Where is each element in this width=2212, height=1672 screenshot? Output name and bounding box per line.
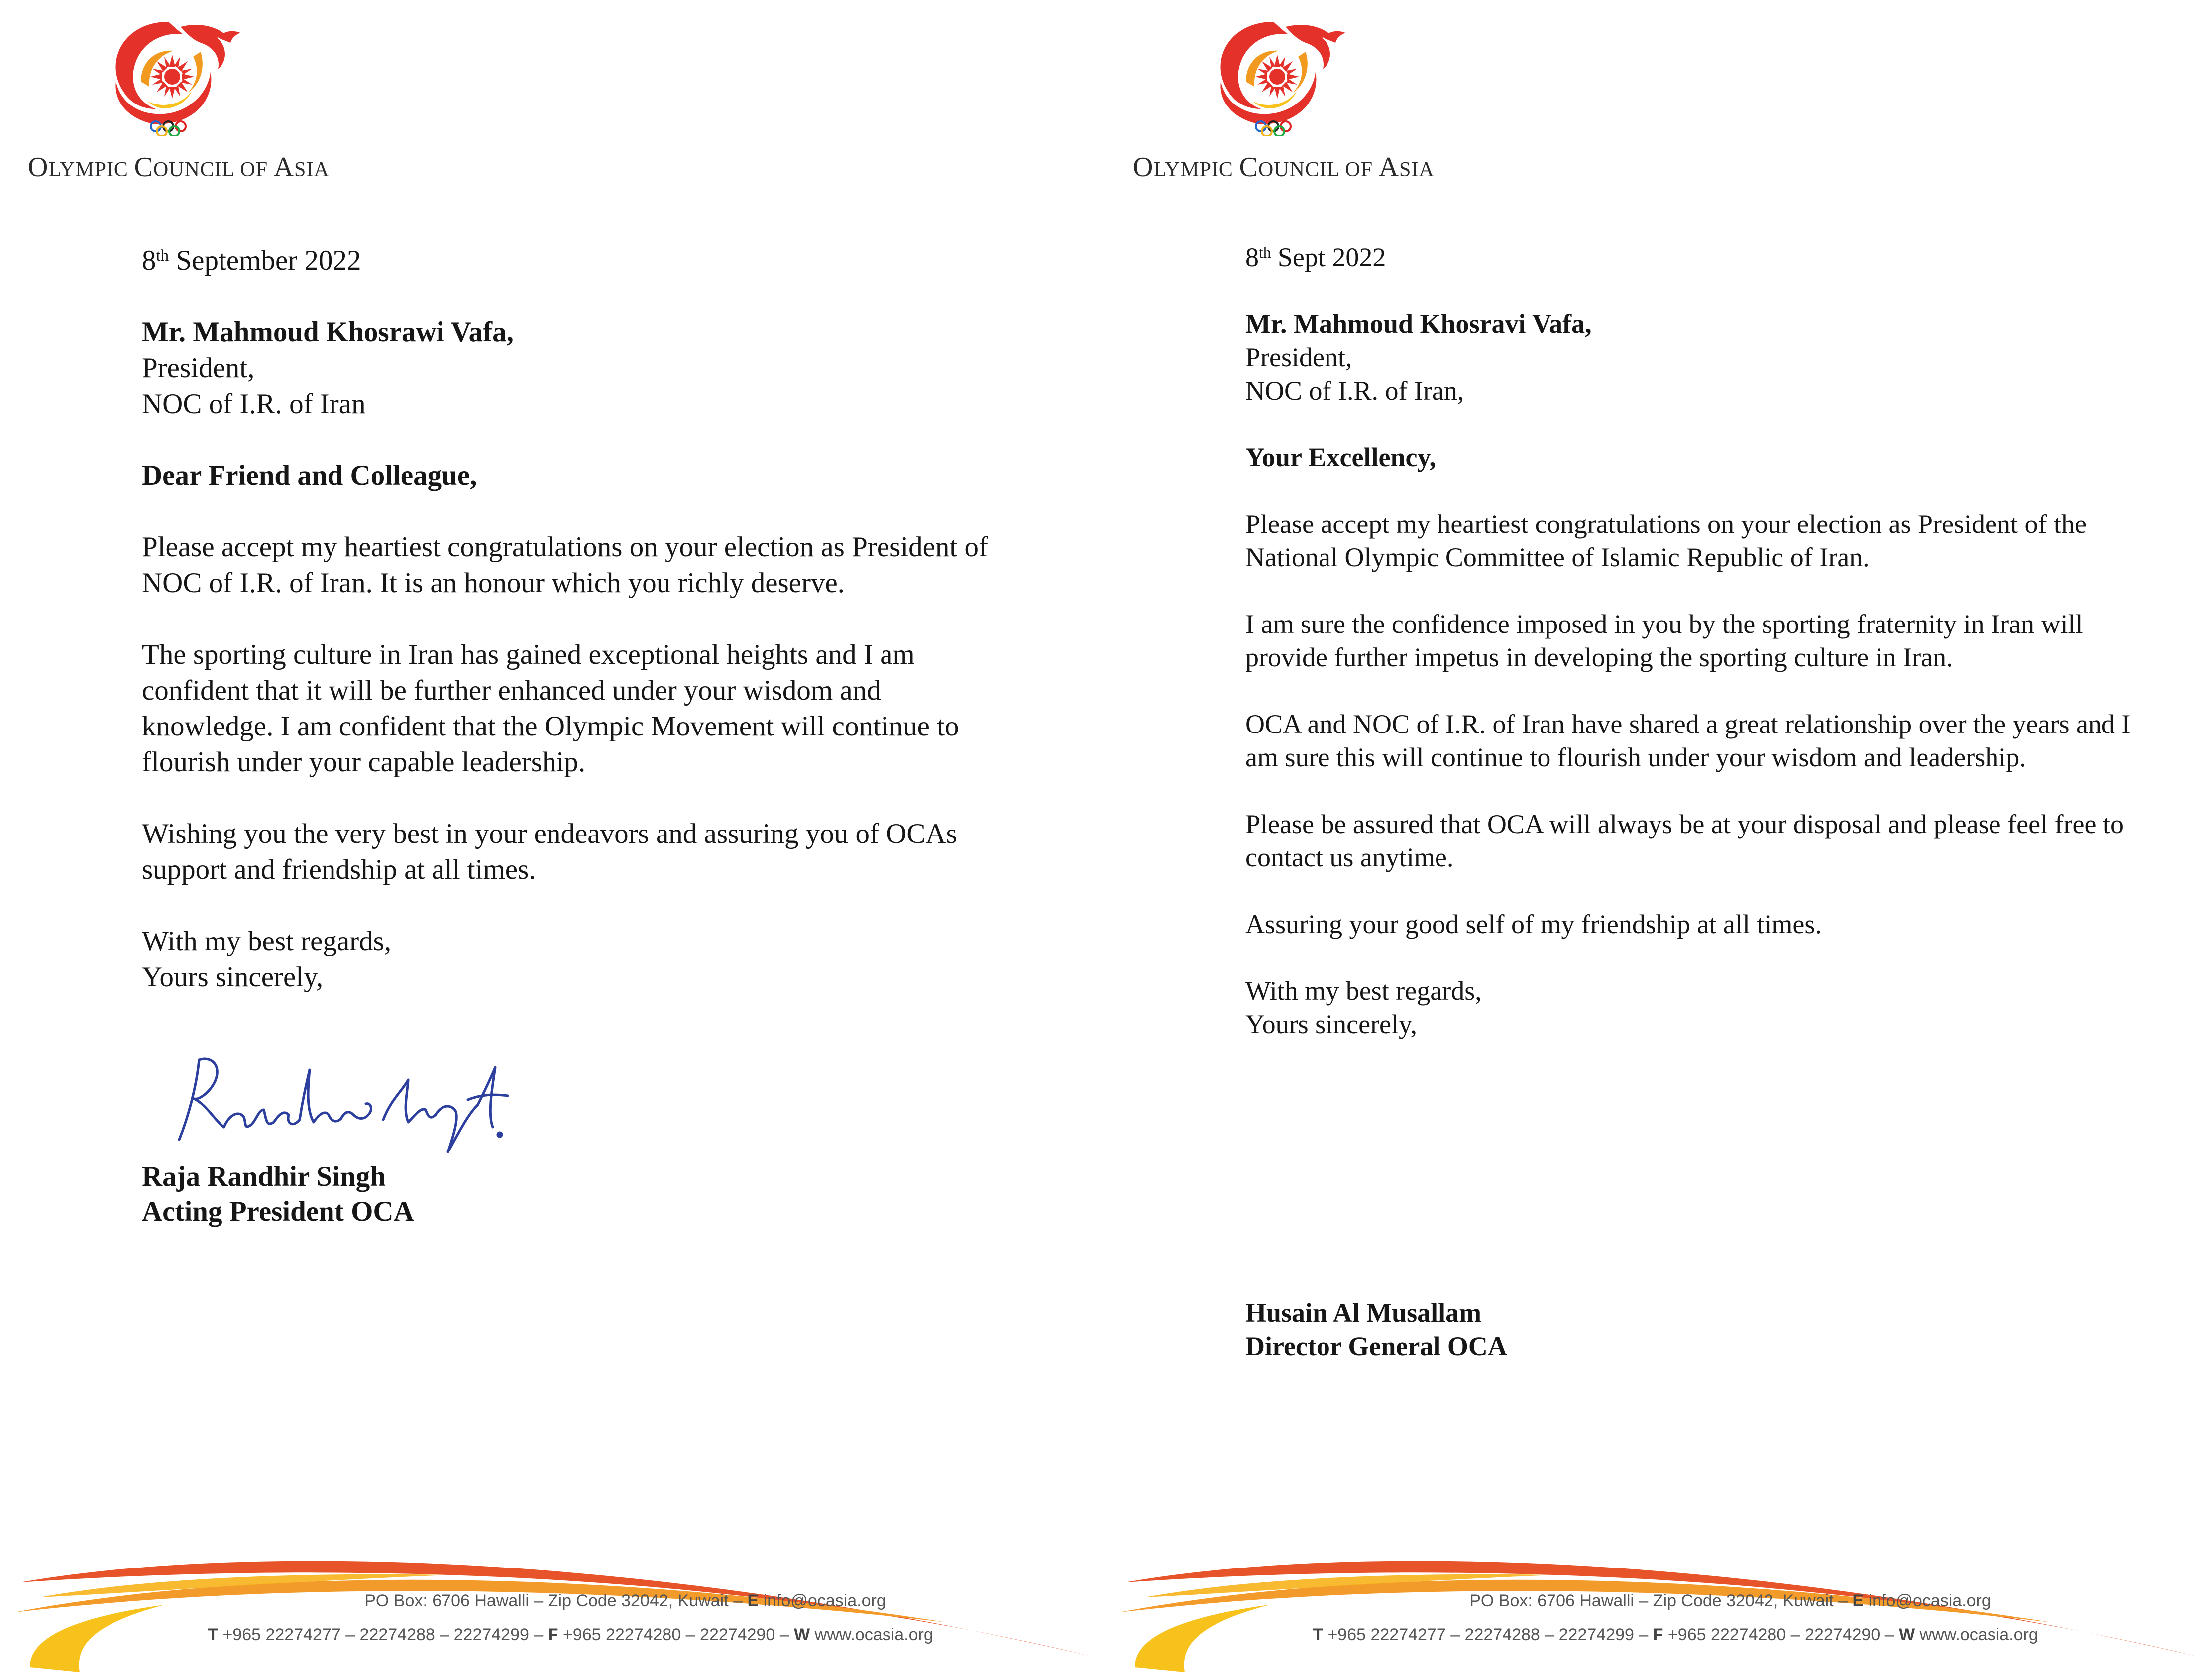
footer-address: PO Box: 6706 Hawalli – Zip Code 32042, Kuwait – E info@ocasia.org [364,1591,886,1610]
paragraph: The sporting culture in Iran has gained exceptional heights and I am confident that it will be further enhanced under your wisdom and knowledge. I am confident that the Olympic Movement will continue to flourish under your capable leadership. [142,639,959,778]
signatory-block [1245,1296,1507,1363]
paragraph: Please accept my heartiest congratulations on your election as President of the National Olympic Committee of Islamic Republic of Iran. [1245,509,2087,572]
signatory-title: Director General OCA [1245,1331,1507,1361]
recipient-title: President, [1245,342,1352,372]
footer-contacts: T +965 22274277 – 22274288 – 22274299 – F +965 22274280 – 22274290 – W www.ocasia.org [1313,1625,2038,1644]
letter-body [1245,241,2131,1041]
closing-sincerely: Yours sincerely, [142,961,324,993]
recipient-org: NOC of I.R. of Iran, [1245,376,1464,406]
letter-acting-president [0,0,1101,1672]
footer-contacts: T +965 22274277 – 22274288 – 22274299 – F +965 22274280 – 22274290 – W www.ocasia.org [208,1625,933,1644]
recipient-title: President, [142,352,255,384]
oca-emblem-icon [1199,7,1363,136]
paragraph: Wishing you the very best in your endeavors and assuring you of OCAs support and friendship at all times. [142,818,957,885]
letterhead-footer [0,1508,1101,1672]
paragraph: I am sure the confidence imposed in you by the sporting fraternity in Iran will provide further impetus in developing the sporting culture in Iran. [1245,609,2083,672]
salutation: Dear Friend and Colleague, [142,460,477,491]
signatory-title: Acting President OCA [142,1196,414,1227]
oca-logo [24,7,330,183]
footer-swoosh-icon [0,1508,1101,1672]
paragraph: Please be assured that OCA will always be at your disposal and please feel free to contact us anytime. [1245,809,2124,872]
signatory-name: Raja Randhir Singh [142,1161,386,1192]
footer-address: PO Box: 6706 Hawalli – Zip Code 32042, Kuwait – E info@ocasia.org [1469,1591,1991,1610]
signatory-name: Husain Al Musallam [1245,1298,1482,1328]
letter-body [142,243,1018,995]
signatory-block [142,1159,414,1229]
letter-director-general [1105,0,2206,1672]
logo-wordmark: OLYMPIC COUNCIL OF ASIA [28,152,330,183]
paragraph: Please accept my heartiest congratulations on your election as President of NOC of I.R. of Iran. It is an honour which you richly deserve. [142,531,988,599]
recipient-org: NOC of I.R. of Iran [142,388,366,419]
letter-date: 8th Sept 2022 [1245,242,1386,272]
paragraph: OCA and NOC of I.R. of Iran have shared a great relationship over the years and I am sure this will continue to flourish under your wisdom and leadership. [1245,709,2131,772]
recipient-name: Mr. Mahmoud Khosrawi Vafa, [142,316,514,348]
closing-regards: With my best regards, [142,926,392,957]
paragraph: Assuring your good self of my friendship at all times. [1245,909,1822,939]
salutation: Your Excellency, [1245,442,1436,472]
letter-date: 8th September 2022 [142,245,361,276]
handwritten-signature-icon [169,1040,528,1159]
closing-sincerely: Yours sincerely, [1245,1009,1417,1039]
recipient-name: Mr. Mahmoud Khosravi Vafa, [1245,309,1592,339]
letterhead-footer [1105,1508,2206,1672]
oca-logo [1129,7,1435,183]
oca-emblem-icon [94,7,258,136]
logo-wordmark: OLYMPIC COUNCIL OF ASIA [1133,152,1435,183]
footer-swoosh-icon [1105,1508,2206,1672]
closing-regards: With my best regards, [1245,976,1482,1006]
